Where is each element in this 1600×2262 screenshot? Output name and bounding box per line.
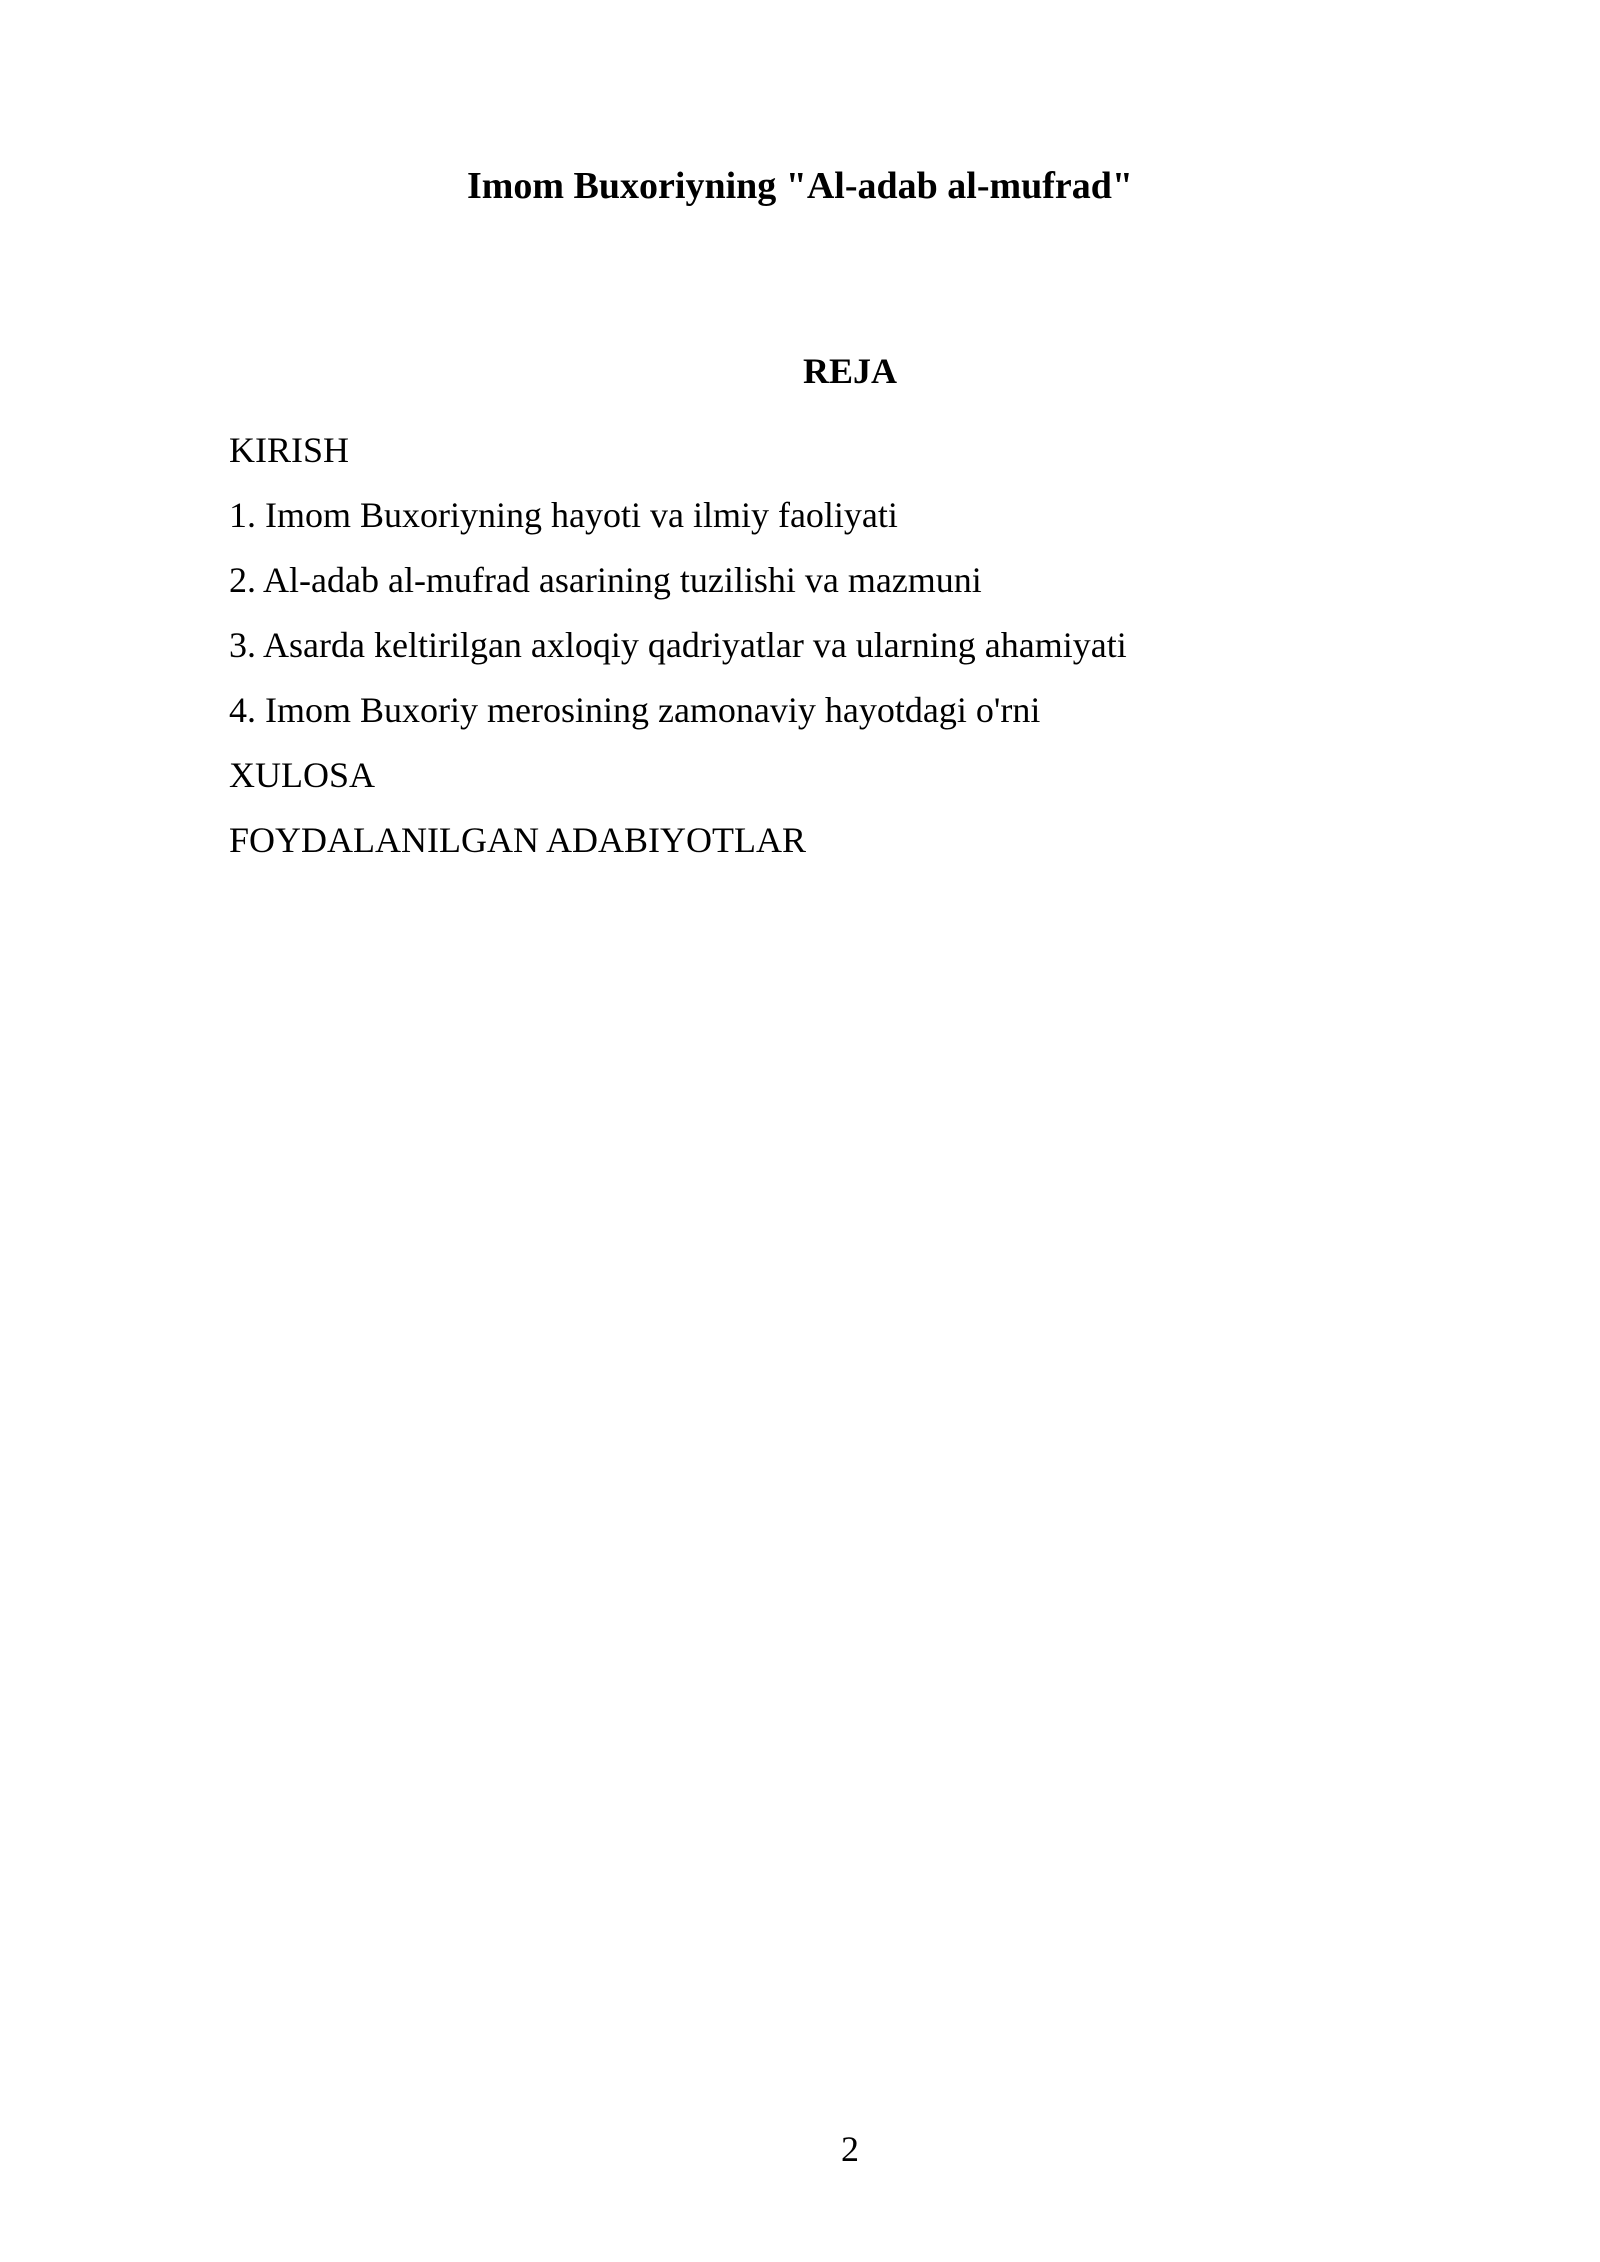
plan-item-conclusion: XULOSA <box>229 755 376 795</box>
plan-item-references: FOYDALANILGAN ADABIYOTLAR <box>229 820 806 860</box>
plan-item-2: 2. Al-adab al-mufrad asarining tuzilishi va mazmuni <box>229 560 982 600</box>
plan-item-3: 3. Asarda keltirilgan axloqiy qadriyatlar va ularning ahamiyati <box>229 625 1127 665</box>
plan-item-4: 4. Imom Buxoriy merosining zamonaviy hayotdagi o'rni <box>229 690 1041 730</box>
page-number: 2 <box>841 2129 859 2169</box>
plan-item-intro: KIRISH <box>229 430 350 470</box>
plan-heading: REJA <box>802 351 897 391</box>
plan-item-1: 1. Imom Buxoriyning hayoti va ilmiy faoliyati <box>229 495 898 535</box>
plan-list <box>229 418 1127 873</box>
document-title: Imom Buxoriyning "Al-adab al-mufrad" <box>466 165 1134 207</box>
